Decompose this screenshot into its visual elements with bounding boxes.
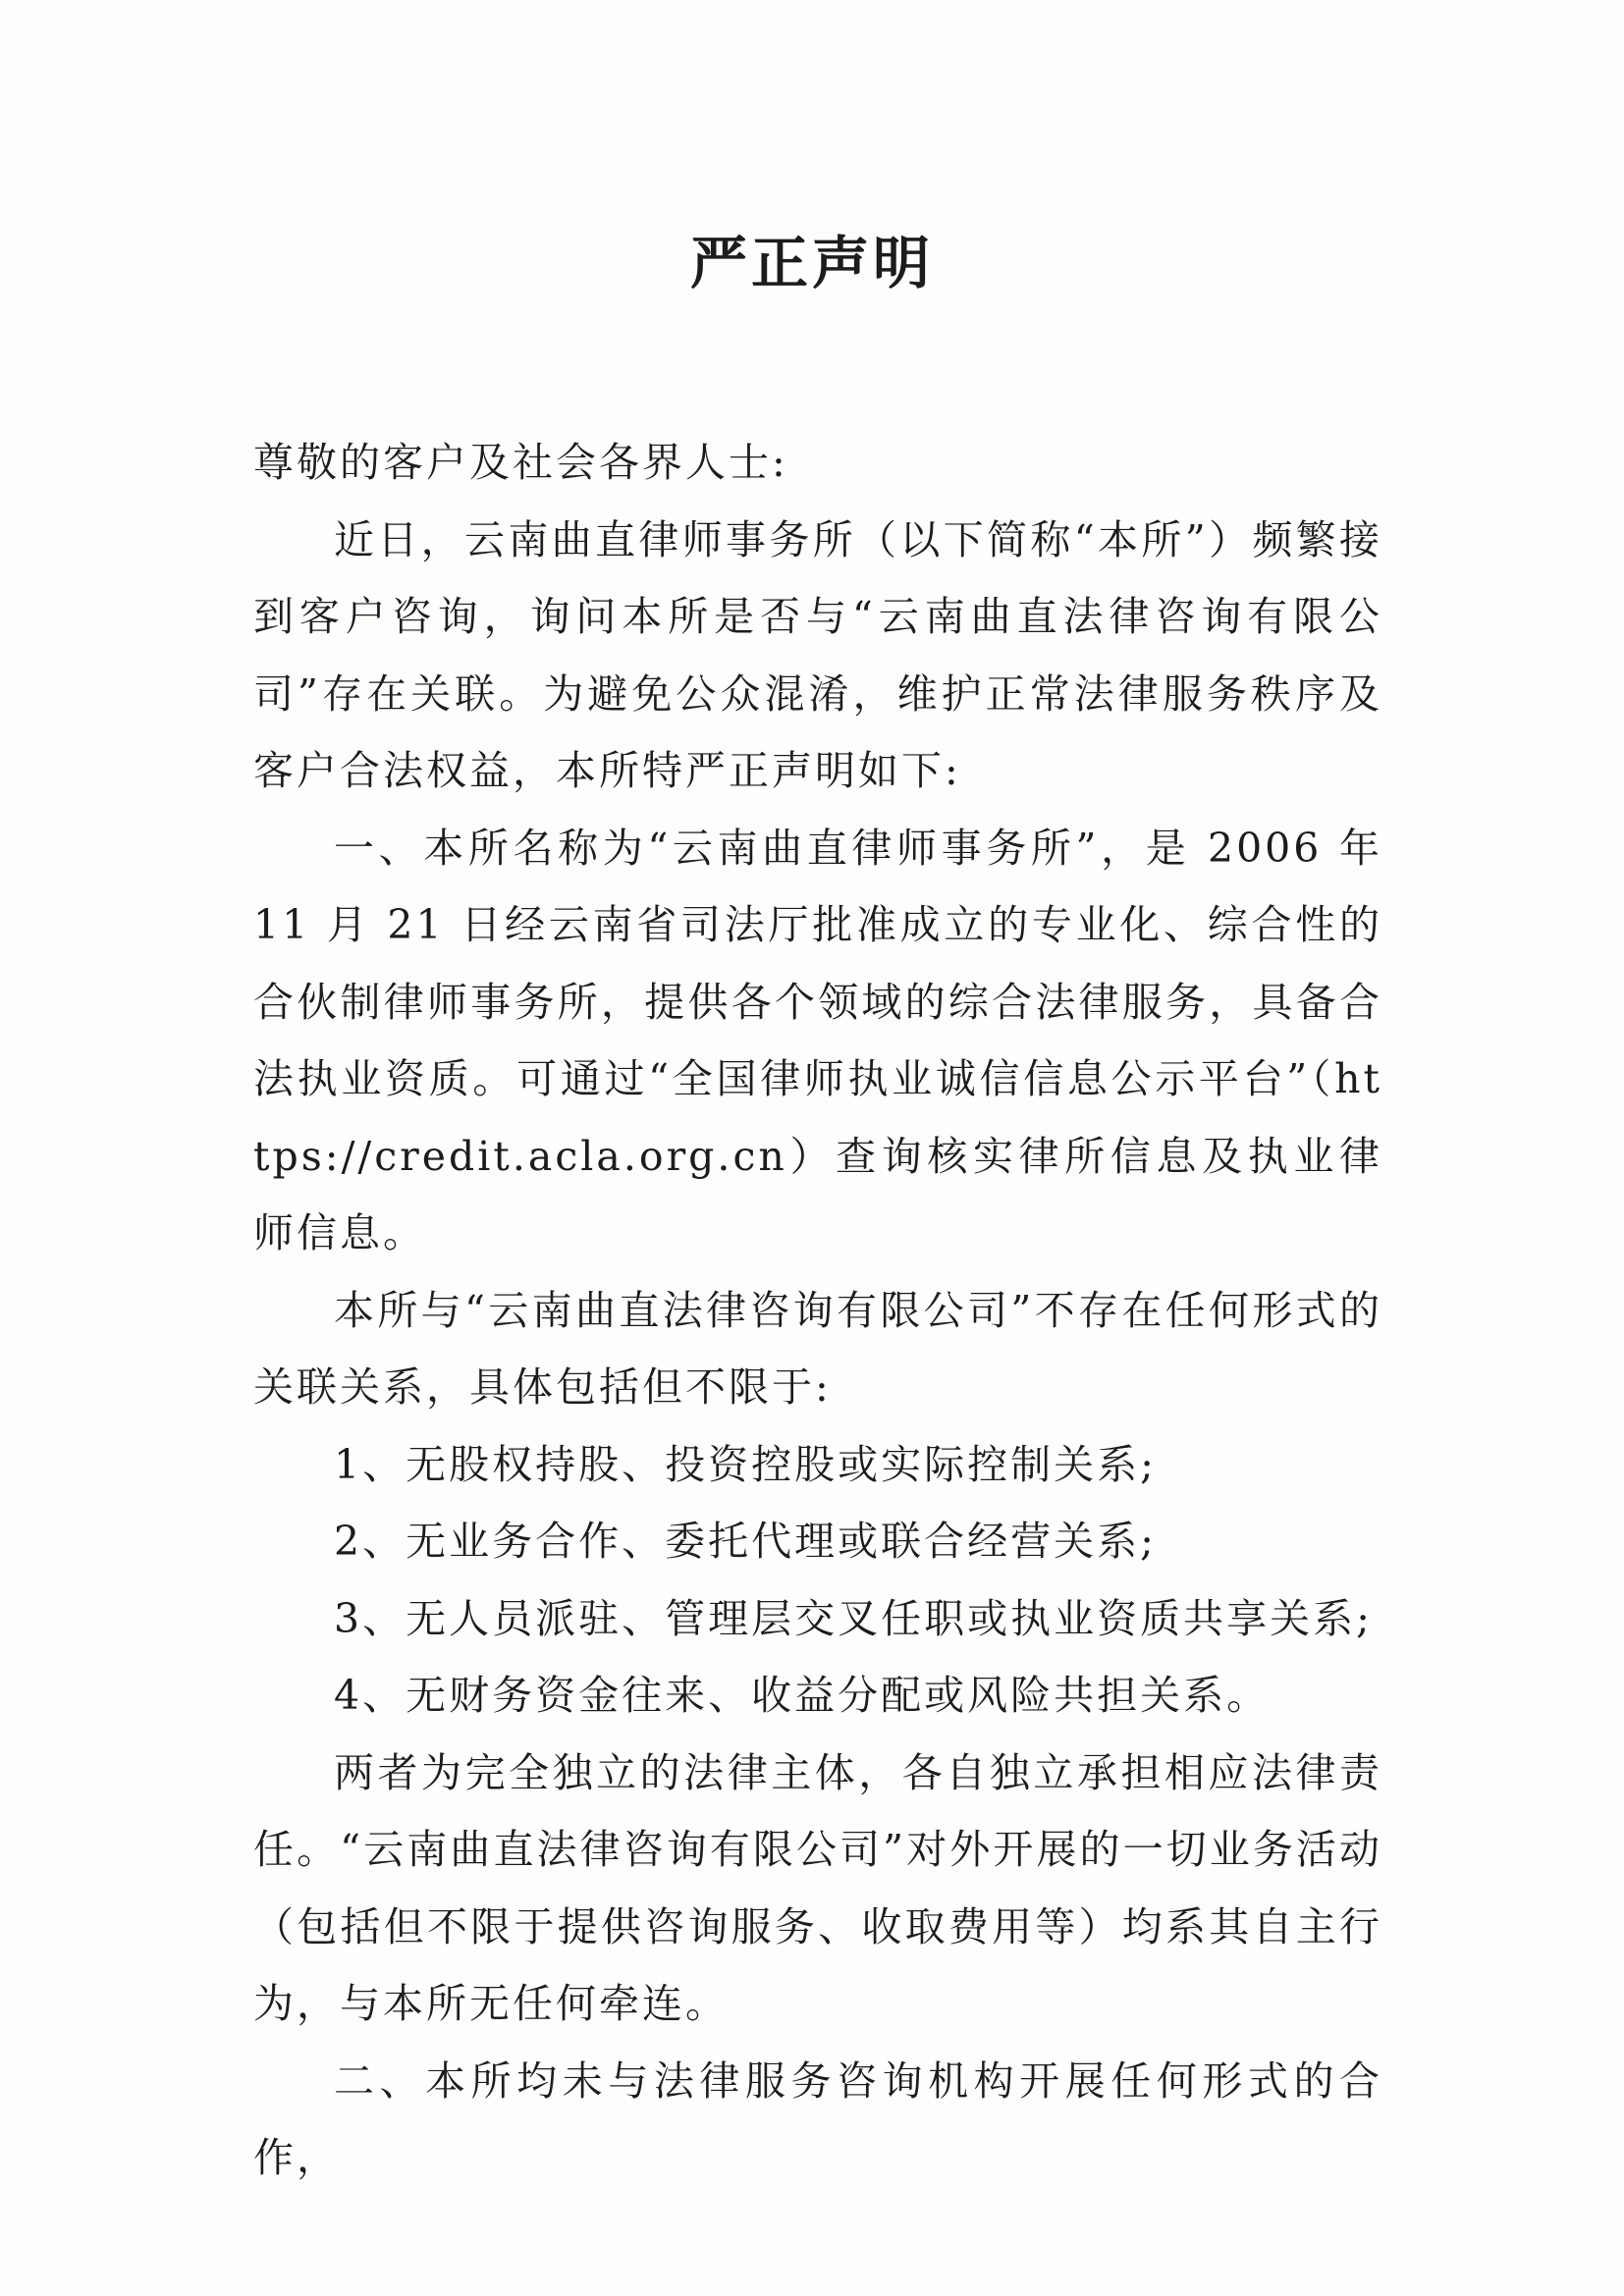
salutation: 尊敬的客户及社会各界人士: xyxy=(253,439,788,486)
list-item: 4、无财务资金往来、收益分配或风险共担关系。 xyxy=(334,1672,1271,1719)
paragraph-intro: 近日，云南曲直律师事务所（以下简称“本所”）频繁接到客户咨询，询问本所是否与“云南曲直法律咨询有限公司”存在关联。为避免公众混淆，维护正常法律服务秩序及客户合法权益，本所特严正声明如下: xyxy=(253,515,1382,794)
paragraph-section-1: 一、本所名称为“云南曲直律师事务所”，是 2006 年 11 月 21 日经云南省司法厅批准成立的专业化、综合性的合伙制律师事务所，提供各个领域的综合法律服务，具备合法执业资质。可通过“全国律师执业诚信信息公示平台”（https://credit.acla.org.cn）查询核实律所信息及执业律师信息。 xyxy=(253,824,1382,1256)
paragraph-relation-intro: 本所与“云南曲直法律咨询有限公司”不存在任何形式的关联关系，具体包括但不限于: xyxy=(253,1286,1382,1411)
document-title: 严正声明 xyxy=(689,230,934,296)
paragraph-independence: 两者为完全独立的法律主体，各自独立承担相应法律责任。“云南曲直法律咨询有限公司”对外开展的一切业务活动（包括但不限于提供咨询服务、收取费用等）均系其自主行为，与本所无任何牵连。 xyxy=(253,1748,1382,2027)
list-item: 3、无人员派驻、管理层交叉任职或执业资质共享关系; xyxy=(334,1594,1373,1642)
paragraph-section-2: 二、本所均未与法律服务咨询机构开展任何形式的合作， xyxy=(253,2056,1382,2181)
list-item: 2、无业务合作、委托代理或联合经营关系; xyxy=(334,1518,1157,1565)
list-item: 1、无股权持股、投资控股或实际控制关系; xyxy=(334,1440,1157,1488)
document-body xyxy=(253,424,1382,2197)
